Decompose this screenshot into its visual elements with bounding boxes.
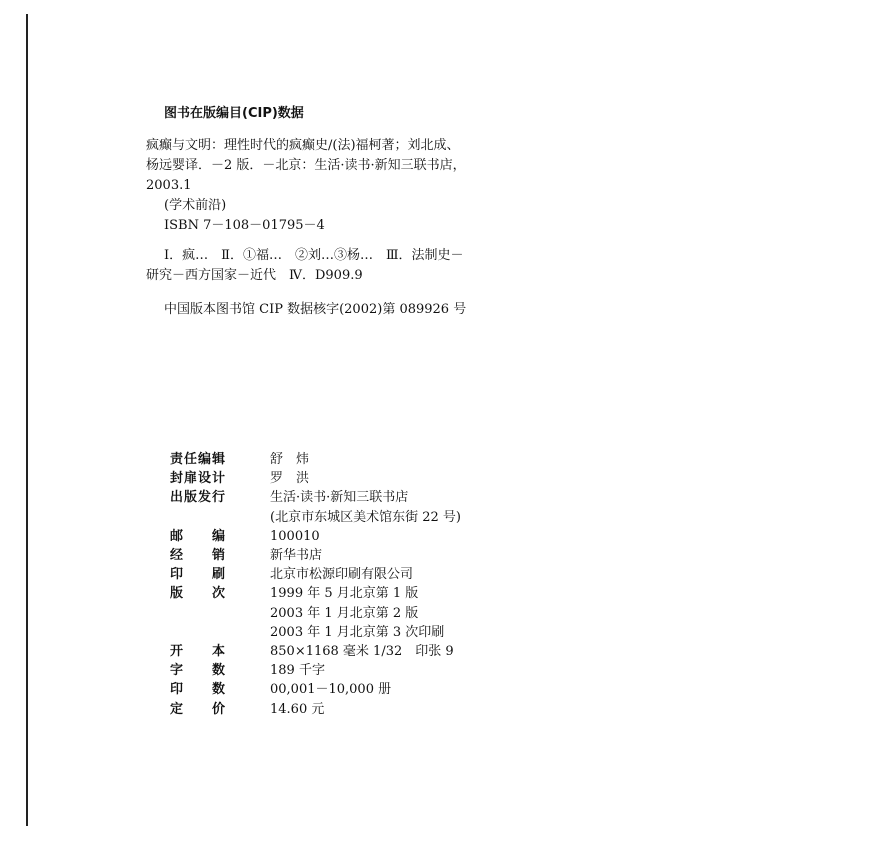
editor-label: 责任编辑 xyxy=(170,452,227,467)
edition-value-3: 2003 年 1 月北京第 3 次印刷 xyxy=(270,624,445,640)
distributor-label: 经 销 xyxy=(170,548,227,564)
editor-value: 舒 炜 xyxy=(270,452,310,467)
colophon-row-copies xyxy=(170,680,461,699)
words-value: 189 千字 xyxy=(270,663,325,679)
colophon-block xyxy=(170,450,461,719)
cip-heading: 图书在版编目(CIP)数据 xyxy=(164,106,304,121)
colophon-row-distributor xyxy=(170,546,461,565)
margin-line xyxy=(26,14,28,826)
cip-series: (学术前沿) xyxy=(164,198,227,213)
colophon-row-cover xyxy=(170,469,461,488)
colophon-row-publisher xyxy=(170,488,461,507)
cip-title-line-2: 杨远婴译．－2 版．－北京：生活·读书·新知三联书店， xyxy=(146,158,466,173)
cip-title-line-3: 2003.1 xyxy=(146,178,192,193)
colophon-row-postcode xyxy=(170,527,461,546)
cip-classification-line-1: Ⅰ．疯… Ⅱ．①福… ②刘…③杨… Ⅲ．法制史－ xyxy=(164,248,464,263)
colophon-row-edition-3 xyxy=(170,623,461,642)
cover-value: 罗 洪 xyxy=(270,471,310,487)
printer-value: 北京市松源印刷有限公司 xyxy=(270,567,414,583)
publisher-value: 生活·读书·新知三联书店 xyxy=(270,490,409,506)
distributor-value: 新华书店 xyxy=(270,548,323,564)
colophon-row-address xyxy=(170,508,461,527)
format-label: 开 本 xyxy=(170,644,227,660)
colophon-row-edition xyxy=(170,584,461,603)
colophon-row-price xyxy=(170,700,461,719)
cip-classification-line-2: 研究－西方国家－近代 Ⅳ．D909.9 xyxy=(146,268,363,283)
price-label: 定 价 xyxy=(170,701,227,717)
format-value: 850×1168 毫米 1/32 印张 9 xyxy=(270,644,454,660)
cip-data-block xyxy=(146,104,646,320)
cip-isbn: ISBN 7－108－01795－4 xyxy=(164,218,325,233)
edition-label: 版 次 xyxy=(170,586,227,602)
edition-value-2: 2003 年 1 月北京第 2 版 xyxy=(270,605,419,621)
postcode-value: 100010 xyxy=(270,528,320,544)
colophon-row-editor xyxy=(170,450,461,469)
colophon-row-words xyxy=(170,661,461,680)
printer-label: 印 刷 xyxy=(170,567,227,583)
publisher-address: (北京市东城区美术馆东街 22 号) xyxy=(270,509,461,525)
price-value: 14.60 元 xyxy=(270,701,325,717)
colophon-row-edition-2 xyxy=(170,604,461,623)
cip-core-number: 中国版本图书馆 CIP 数据核字(2002)第 089926 号 xyxy=(164,302,467,317)
edition-value-1: 1999 年 5 月北京第 1 版 xyxy=(270,586,419,602)
publisher-label: 出版发行 xyxy=(170,490,227,506)
postcode-label: 邮 编 xyxy=(170,528,227,544)
colophon-row-printer xyxy=(170,565,461,584)
words-label: 字 数 xyxy=(170,663,227,679)
cover-label: 封扉设计 xyxy=(170,471,227,487)
copies-value: 00,001－10,000 册 xyxy=(270,682,392,698)
copies-label: 印 数 xyxy=(170,682,227,698)
colophon-row-format xyxy=(170,642,461,661)
cip-title-line-1: 疯癫与文明：理性时代的疯癫史/(法)福柯著；刘北成、 xyxy=(146,138,460,153)
